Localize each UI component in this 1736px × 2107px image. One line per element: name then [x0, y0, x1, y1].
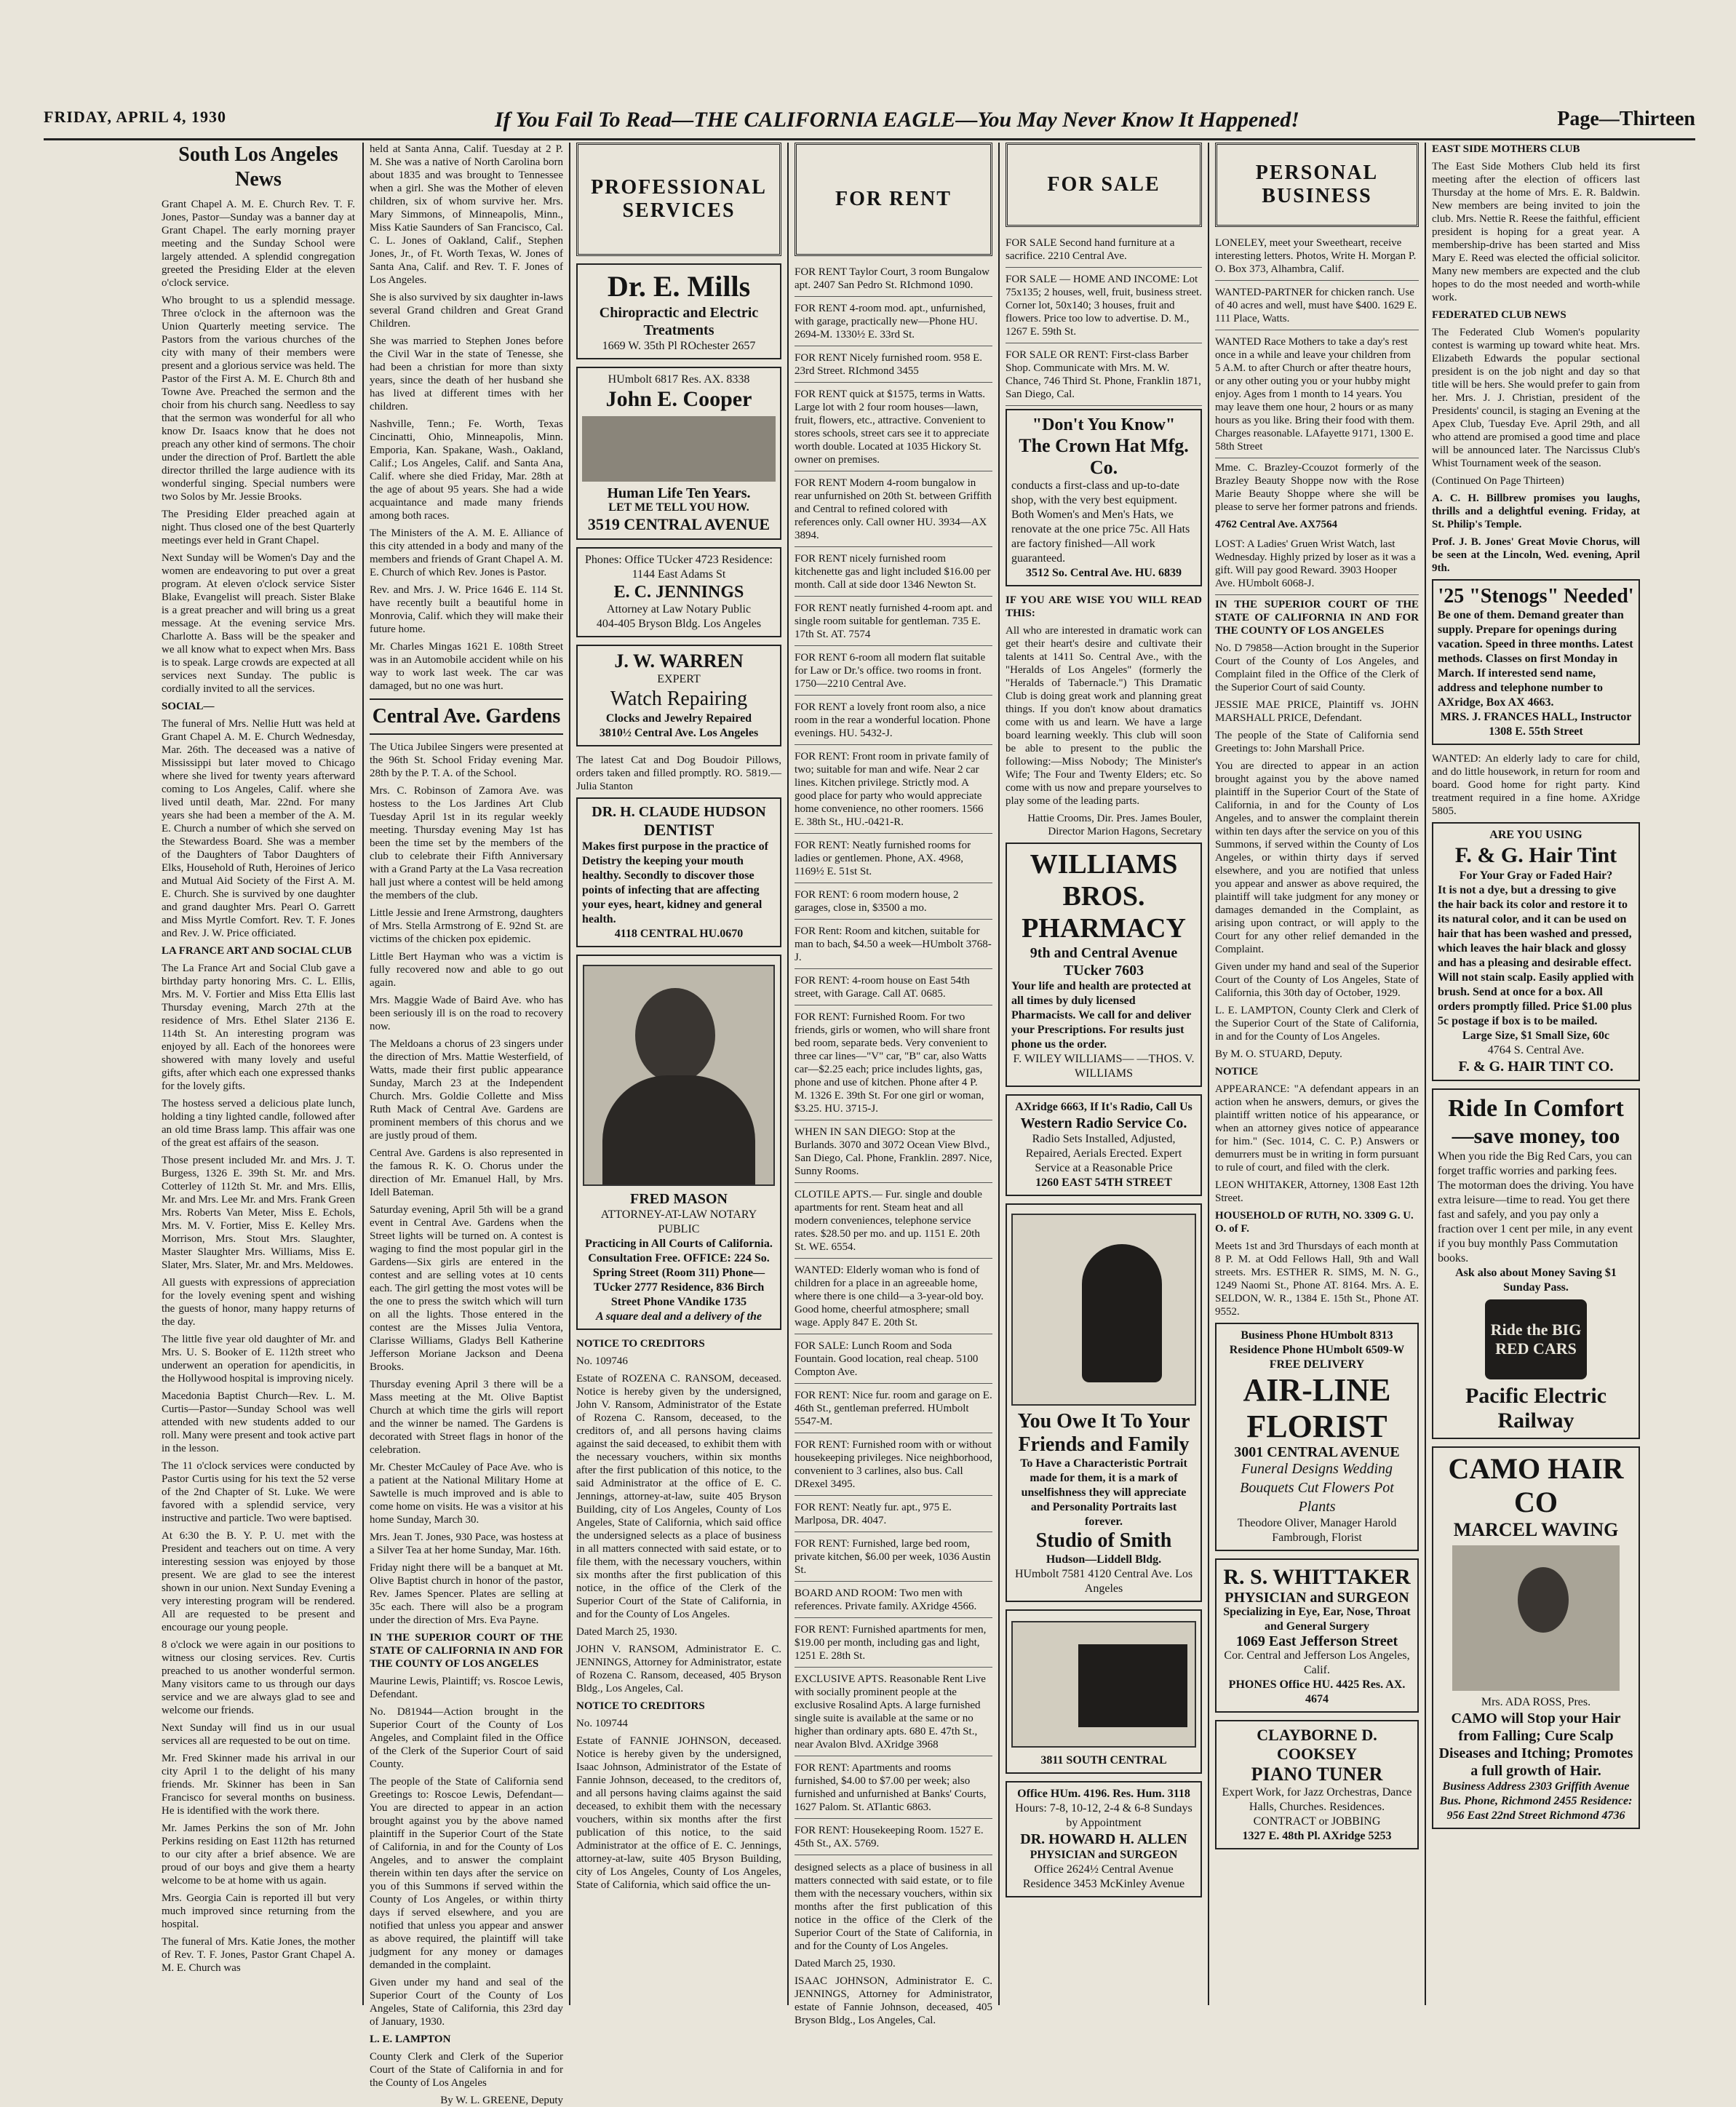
ad-subtitle: EXPERT [657, 673, 701, 685]
legal-paragraph: The people of the State of California send Greetings to: Roscoe Lewis, Defendant—You are directed to appear in an action brought against you by the above named plaintiff in the Superior Court of the State of California, in and for the County of Los Angeles, and to answer the complaint therein within ten days after the service on you of this Summons if served within the County of Los Angeles, or within thirty days if served elsewhere, and you are notified that unless you appear and answer as above required, the plaintiff will take judgment for any money or damages demanded in the complaint. [370, 1776, 563, 1971]
article-paragraph: The funeral of Mrs. Katie Jones, the mother of Rev. T. F. Jones, Pastor Grant Chapel A. M. E. Church was [162, 1936, 355, 1974]
ad-text: Be one of them. Demand greater than supply. Prepare for openings during vacation. Speed in three months. Latest methods. Classes on first Monday in March. If interested send name, address and telephone number to AXridge, Box AX 4663. [1438, 609, 1633, 709]
legal-paragraph: APPEARANCE: "A defendant appears in an action when he answers, demurs, or gives the plaintiff written notice of his appearance, or when an attorney gives notice of appearance for him." (Sec. 1014, C. C. P.) Answers or demurrers must be in writing in form pursuant to rule of court, and filed with the clerk. [1215, 1083, 1419, 1174]
classified-ad: FOR RENT: Furnished apartments for men, $19.00 per month, including gas and light, 1251 E. 28th St. [795, 1621, 992, 1668]
article-paragraph: The Meldoans a chorus of 23 singers under the direction of Mrs. Mattie Westerfield, of Watts, made their first public appearance Sunday, March 23 at the Independent Church. Mrs. Goldie Collette and Miss Ruth Mack of Central Ave. Gardens are prominent members of this chorus and we are justly proud of them. [370, 1038, 563, 1142]
section-header: FOR SALE [1006, 143, 1202, 227]
ad-headline: Watch Repairing [610, 688, 748, 710]
ad-text: Specializing in Eye, Ear, Nose, Throat and General Surgery [1223, 1606, 1411, 1633]
legal-signature: By W. L. GREENE, Deputy [440, 2095, 563, 2106]
ad-subtitle: ATTORNEY-AT-LAW NOTARY PUBLIC [600, 1208, 757, 1235]
column-rule [1425, 143, 1426, 2005]
legal-paragraph: ISAAC JOHNSON, Administrator E. C. JENNINGS, Attorney for Administrator, estate of Fannie Johnson, deceased, 405 Bryson Bldg., Los Angeles, Cal. [795, 1975, 992, 2026]
column-rule [362, 143, 364, 2005]
classified-ad: WHEN IN SAN DIEGO: Stop at the Burlands. 3070 and 3072 Ocean View Blvd., San Diego, Cal. Phone, Franklin. 2897. Nice, Sunny Rooms. [795, 1123, 992, 1183]
classified-ad-address: 4762 Central Ave. AX7564 [1215, 519, 1338, 530]
legal-paragraph: No. D81944—Action brought in the Superior Court of the County of Los Angeles, and Complaint filed in the Office of the Clerk of the Superior Court of said County. [370, 1706, 563, 1770]
ad-address: 4118 CENTRAL HU.0670 [614, 928, 744, 940]
ad-address: Business Address 2303 Griffith Avenue Bus. Phone, Richmond 2455 Residence: 956 East 22nd Street Richmond 4736 [1439, 1780, 1633, 1822]
ad-address: 1069 East Jefferson Street [1235, 1633, 1398, 1649]
legal-paragraph: Dated March 25, 1930. [576, 1626, 677, 1638]
ad-subtitle: PHYSICIAN and SURGEON [1030, 1849, 1178, 1861]
article-paragraph: Rev. and Mrs. J. W. Price 1646 E. 114 St. have recently built a beautiful home in Monrovia, Calif. which they will make their future home. [370, 584, 563, 635]
ad-question: For Your Gray or Faded Hair? [1459, 869, 1613, 882]
column-club-news [1432, 143, 1640, 2005]
legal-paragraph: JESSIE MAE PRICE, Plaintiff vs. JOHN MARSHALL PRICE, Defendant. [1215, 699, 1419, 724]
ad-president: Mrs. ADA ROSS, Pres. [1481, 1696, 1591, 1708]
classified-ad: FOR RENT Modern 4-room bungalow in rear unfurnished on 20th St. between Griffith and Central to refined colored with references only. Call owner HU. 3934—AX 3894. [795, 474, 992, 547]
portrait-photo [1452, 1545, 1620, 1691]
ad-camo-hair [1432, 1446, 1640, 1829]
ad-address: 3512 So. Central Ave. HU. 6839 [1026, 567, 1182, 579]
classified-ad: FOR SALE OR RENT: First-class Barber Shop. Communicate with Mrs. M. W. Chance, 746 Third St. Phone, Franklin 1871, San Diego, Cal. [1006, 346, 1202, 406]
ad-dr-allen [1006, 1781, 1202, 1897]
classified-ad: FOR RENT: Furnished, large bed room, private kitchen, $6.00 per week, 1036 Austin St. [795, 1535, 992, 1582]
lodge-heading: HOUSEHOLD OF RUTH, NO. 3309 G. U. O. of F. [1215, 1210, 1414, 1235]
ad-subtitle: PHYSICIAN and SURGEON [1225, 1590, 1409, 1606]
article-paragraph: The funeral of Mrs. Nellie Hutt was held at Grant Chapel A. M. E. Church Wednesday, Mar. 26th. The deceased was a native of Mississippi but later moved to Chicago where she lived for twenty years afterward coming to Los Angeles, Calif. where she lived until death, Mar. 22nd. For many years she had been a member of the A. M. E. Church a number of which she served on the Stewardess Board. She was a member of the Daughters of Tabor Daughters of Elks, Household of Ruth, Heroines of Jerico and Mutual Aid Society of the First A. M. E. Church. She is survived by one daughter and grand daughter Mrs. Pearl O. Garrett and Miss Myrtle Comfort. Rev. T. F. Jones and Rev. J. W. Price officiated. [162, 718, 355, 939]
ad-staff: Theodore Oliver, Manager Harold Fambrough, Florist [1237, 1517, 1397, 1544]
ad-subtitle: Chiropractic and Electric Treatments [599, 305, 759, 338]
article-paragraph: Mr. James Perkins the son of Mr. John Perkins residing on East 112th has returned to our city after a brief absence. We are proud of our boys and give them a hearty welcome to be at home with us again. [162, 1823, 355, 1887]
ad-line: FREE DELIVERY [1269, 1358, 1365, 1371]
ad-title: Western Radio Service Co. [1020, 1115, 1187, 1131]
article-paragraph: Nashville, Tenn.; Fe. Worth, Texas Cincinatti, Ohio, Minneapolis, Minn. Emporia, Kan. Spakane, Wash., Oakland, Calif.; Los Angeles, Calif. and Santa Ana, Calif. where she died Friday, Mar. 28th at the age of about 95 years. She had a wide acquaintance and made many friends among both races. [370, 418, 563, 522]
article-paragraph: Grant Chapel A. M. E. Church Rev. T. F. Jones, Pastor—Sunday was a banner day at Grant Chapel. The early morning prayer meeting and the Sunday School were largely attended. A splendid congregation greeted the Presiding Elder at the eleven o'clock service. [162, 199, 355, 289]
article-signature: Hattie Crooms, Dir. Pres. James Bouler, Director Marion Hagons, Secretary [1027, 813, 1202, 837]
article-paragraph: The hostess served a delicious plate lunch, holding a tiny lighted candle, followed after an old time Brass lamp. This affair was one of the great est affairs of the season. [162, 1098, 355, 1149]
article-paragraph: Prof. J. B. Jones' Great Movie Chorus, will be seen at the Lincoln, Wed. evening, April 9th. [1432, 536, 1640, 574]
classified-ad: FOR RENT quick at $1575, terms in Watts. Large lot with 2 four room houses—lawn, fruit, flowers, etc., attractive. Convenient to stores schools, street cars see it to appreciate worth double. Located at 1035 Hickory St. owner on premises. [795, 386, 992, 471]
red-car-logo [1485, 1299, 1587, 1379]
article-paragraph: The East Side Mothers Club held its first meeting after the election of officers last Thursday at the home of Mrs. E. R. Baldwin. New members are being invited to join the club. Mrs. Nettie R. Reese the faithful, efficient president is hoping for a great year. A membership-drive has been started and Miss Mary E. Reed was elected the official solicitor. Many new members are expected and the club hopes to do the most needed and worth-while work. [1432, 161, 1640, 303]
legal-paragraph: The people of the State of California send Greetings to: John Marshall Price. [1215, 730, 1419, 754]
column-rule [787, 143, 789, 2005]
ad-pacific-electric [1432, 1088, 1640, 1439]
article-paragraph: Mr. Charles Mingas 1621 E. 108th Street was in an Automobile accident while on his way to work last week. The car was damaged, but no one was hurt. [370, 641, 563, 692]
classified-ad: FOR RENT: Nice fur. room and garage on E. 46th St., gentleman preferred. HUmbolt 5547-M. [795, 1387, 992, 1433]
classified-ad: The latest Cat and Dog Boudoir Pillows, orders taken and filled promptly. RO. 5819.—Julia Stanton [576, 754, 781, 792]
ad-signature: MRS. J. FRANCES HALL, Instructor 1308 E. 55th Street [1440, 711, 1632, 738]
article-heading: IF YOU ARE WISE YOU WILL READ THIS: [1006, 594, 1202, 619]
article-paragraph: The little five year old daughter of Mr. and Mrs. U. S. Booker of E. 112th street who underwent an operation for apendicitis, in the Hollywood hospital is improving nicely. [162, 1334, 355, 1385]
article-paragraph: Mrs. C. Robinson of Zamora Ave. was hostess to the Los Jardines Art Club Tuesday April 1st in its regular weekly meeting. Thursday evening May 1st has been the time set by the members of the club to celebrate their Fifth Anniversary with a Grand Party at the La Vasa recreation hall just where a contest will be held among the members of the club. [370, 785, 563, 901]
article-paragraph: Next Sunday will be Women's Day and the women are endeavoring to put over a great program. At eleven o'clock service Sister Blake, Evangelist will preach. Sister Blake is a great preacher and will bring us a great message. At the evening service Mrs. Charlotte A. Bass will be the speaker and we all know what to expect when Mrs. Bass is to speak. Large crowds are expected at all services next Sunday. The public is cordially invited to all the services. [162, 552, 355, 695]
ad-title: F. & G. Hair Tint [1454, 843, 1617, 867]
ad-line: Clocks and Jewelry Repaired [605, 712, 752, 725]
ad-phone: TUcker 7603 [1063, 963, 1144, 979]
ad-stenogs-needed [1432, 579, 1640, 745]
ad-text: CAMO will Stop your Hair from Falling; Cure Scalp Diseases and Itching; Promotes a full growth of Hair. [1438, 1710, 1633, 1779]
ad-phone: Office HUm. 4196. Res. Hum. 3118 [1017, 1788, 1190, 1800]
classified-ad: WANTED: Elderly woman who is fond of children for a place in an agreeable home, where there is one child—a 3-year-old boy. Good home, cheerful atmosphere; small wage. Apply 847 E. 20th St. [795, 1262, 992, 1334]
article-paragraph: Mrs. Georgia Cain is reported ill but very much improved since returning from the hospital. [162, 1892, 355, 1930]
lodge-paragraph: Meets 1st and 3rd Thursdays of each month at 8 P. M. at Odd Fellows Hall, 9th and Wall streets. Mrs. ESTHER R. SIMS, M. N. G., 1249 Naomi St., Phone AT. 8164. Mrs. A. E. SELDON, W. R., 1384 E. 15th St., Phone AT. 9552. [1215, 1240, 1419, 1318]
ad-studio-of-smith [1006, 1203, 1202, 1602]
legal-paragraph: County Clerk and Clerk of the Superior Court of the State of California in and for the County of Los Angeles [370, 2051, 563, 2089]
ad-line: Ask also about Money Saving $1 Sunday Pass. [1455, 1267, 1617, 1294]
classified-ad: FOR RENT: Furnished Room. For two friends, girls or women, who will share front bed room, separate beds. Very convenient to three car lines—"V" car, "B" car, also Watts car—$2.25 each; price includes lights, gas, phone and use of kitchen. Phone after 4 P. M. 1326 E. 39th St. For one girl or woman, $3.25. HU. 3715-J. [795, 1008, 992, 1120]
ad-signature: F. WILEY WILLIAMS— —THOS. V. WILLIAMS [1013, 1053, 1195, 1080]
ad-text: Practicing in All Courts of California. Consultation Free. OFFICE: 224 So. Spring Street (Room 311) Phone—TUcker 2777 Residence, 836 Birch Street Phone VAndike 1735 [585, 1238, 773, 1308]
article-paragraph: The Utica Jubilee Singers were presented at the 96th St. School Friday evening Mar. 28th by the P. T. A. of the School. [370, 741, 563, 779]
ad-fred-mason [576, 955, 781, 1330]
column-personal-business [1215, 143, 1419, 2005]
ad-williams-pharmacy [1006, 843, 1202, 1087]
ad-address: 1669 W. 35th Pl ROchester 2657 [602, 340, 756, 352]
article-paragraph: Central Ave. Gardens is also represented in the famous R. K. O. Chorus under the direction of Mr. Emanuel Hall, by Mrs. Idell Bateman. [370, 1147, 563, 1198]
ad-title: DR. HOWARD H. ALLEN [1020, 1831, 1187, 1847]
article-paragraph: All guests with expressions of appreciation for the lovely evening spent and wishing the guests of honor, many happy returns of the day. [162, 1277, 355, 1328]
ad-line: LET ME TELL YOU HOW. [608, 501, 749, 514]
article-paragraph: Little Bert Hayman who was a victim is fully recovered now and able to go out again. [370, 951, 563, 989]
ad-text: When you ride the Big Red Cars, you can forget traffic worries and parking fees. The motorman does the driving. You have extra leisure—time to read. You get there fast and safely, and you pay only a fraction over 1 cent per mile, in any event if you buy monthly Pass Commutation books. [1438, 1150, 1634, 1264]
ad-ec-jennings [576, 547, 781, 637]
ad-sizes: Large Size, $1 Small Size, 60c [1462, 1029, 1610, 1042]
article-paragraph: The Ministers of the A. M. E. Alliance of this city attended in a body and many of the members and friends of Grant Chapel A. M. E. Church of which Rev. Jones is Pastor. [370, 527, 563, 578]
subhead: SOCIAL— [162, 701, 215, 712]
ad-tagline: Human Life Ten Years. [607, 485, 751, 501]
ad-title: DR. H. CLAUDE HUDSON [592, 804, 766, 820]
classified-ad: BOARD AND ROOM: Two men with references. Private family. AXridge 4566. [795, 1585, 992, 1618]
ad-photo [582, 416, 776, 482]
ad-subtitle: Attorney at Law Notary Public [606, 603, 752, 616]
ad-text: Radio Sets Installed, Adjusted, Repaired, Aerials Erected. Expert Service at a Reasonable Price [1025, 1133, 1182, 1174]
ad-jw-warren [576, 645, 781, 746]
ad-address: 3811 SOUTH CENTRAL [1040, 1754, 1167, 1767]
ad-address: HUmbolt 7581 4120 Central Ave. Los Angeles [1014, 1568, 1193, 1595]
ad-items: Funeral Designs Wedding Bouquets Cut Flowers Pot Plants [1240, 1461, 1394, 1515]
article-paragraph: Next Sunday will find us in our usual services all are requested to be out on time. [162, 1722, 355, 1747]
issue-date: FRIDAY, APRIL 4, 1930 [44, 108, 227, 126]
classified-ad: FOR RENT: Front room in private family of two; suitable for man and wife. Near 2 car lines. Kitchen privilege. Strictly mod. A good place for party who would appreciate home convenience, no other roomers. 1566 E. 38th St., HU.-0421-R. [795, 748, 992, 834]
ad-address: 1327 E. 48th Pl. AXridge 5253 [1242, 1830, 1392, 1842]
ad-phone: Business Phone HUmbolt 8313 Residence Phone HUmbolt 6509-W [1229, 1329, 1405, 1356]
section-header: PERSONAL BUSINESS [1215, 143, 1419, 227]
ad-phone: AXridge 6663, If It's Radio, Call Us [1015, 1101, 1192, 1113]
ad-address: 3001 CENTRAL AVENUE [1234, 1444, 1400, 1460]
article-heading: EAST SIDE MOTHERS CLUB [1432, 143, 1580, 155]
ad-title: R. S. WHITTAKER [1223, 1565, 1411, 1589]
article-paragraph: Who brought to us a splendid message. Three o'clock in the afternoon was the Union Quarterly meeting service. The Pastors from the various churches of the city with many of their members were present and a glorious service was held. The Pastor of the First A. M. E. Church 8th and Towne Ave. Preached the sermon and the choir from his church sang. Needless to say that the sermon was wonderful for all who know Dr. Isaacs know that he does not preach any other kind of sermons. The choir under the direction of Prof. Bartlett the able director thrilled the large audience with its wonderful singing. Special numbers were two Solos by Mr. Jessie Brooks. [162, 295, 355, 503]
article-paragraph: The La France Art and Social Club gave a birthday party honoring Mrs. C. L. Ellis, Mrs. M. V. Fortier and Miss Etta Ellis last Thursday evening, March 27th at the residence of Mrs. Ethel Slater 2136 E. 114th St. An interesting program was enjoyed by all. Each of the honorees were showered with many lovely and useful gifts, after which each one expressed thanks for the lovely gifts. [162, 963, 355, 1092]
legal-number: No. 109744 [576, 1718, 628, 1729]
ad-title: Ride In Comfort [1448, 1095, 1624, 1122]
ad-tagline: A square deal and a delivery of the [596, 1310, 762, 1323]
ad-title: J. W. WARREN [614, 650, 744, 672]
column-rule [1208, 143, 1209, 2005]
legal-paragraph: Estate of FANNIE JOHNSON, deceased. Notice is hereby given by the undersigned, Isaac Johnson, Administrator of the Estate of Fannie Johnson, deceased, to the creditors of, and all persons having claims against the said deceased, to exhibit them with the necessary vouchers, within six months after the first publication of this notice, to the said Administrator at the office of E. C. Jennings, attorney-at-law, suite 405 Bryson Building, city of Los Angeles, County of Los Angeles, State of California, which said office the un- [576, 1735, 781, 1891]
legal-heading: IN THE SUPERIOR COURT OF THE STATE OF CALIFORNIA IN AND FOR THE COUNTY OF LOS ANGELES [370, 1632, 563, 1670]
ad-airline-florist [1215, 1323, 1419, 1551]
ad-headline: You Owe It To Your Friends and Family [1017, 1410, 1190, 1456]
ad-title: The Crown Hat Mfg. Co. [1019, 435, 1189, 478]
ad-phone: PHONES Office HU. 4425 Res. AX. 4674 [1228, 1678, 1406, 1705]
portrait-illustration [1011, 1214, 1196, 1406]
ad-address: Office 2624½ Central Avenue Residence 3453 McKinley Avenue [1022, 1863, 1185, 1890]
ad-john-cooper [576, 367, 781, 540]
column-professional-services [576, 143, 781, 2005]
article-paragraph: Those present included Mr. and Mrs. J. T. Burgess, 1326 E. 39th St. Mr. and Mrs. Cotterley of 112th St. Mr. and Mrs. Ellis, Mr. and Mrs. Lee Mr. and Mrs. Frank Green Mrs. Roberts Van Meter, Miss E. Echols, Mrs. M. V. Fortier, Miss E. Kelley Mrs. Morrison, Mrs. Stout Mrs. Slaughter, Master Slaughter Mrs. Williams, Miss E. Slater, Mrs. Slater, Mr. and Mrs. Meldowes. [162, 1155, 355, 1271]
legal-heading: NOTICE [1215, 1066, 1259, 1078]
article-paragraph: Macedonia Baptist Church—Rev. L. M. Curtis—Pastor—Sunday School was well attended with new students added to our roll. Many were present and took active part in the lesson. [162, 1390, 355, 1454]
ad-title: '25 "Stenogs" Needed' [1438, 585, 1634, 608]
section-header: PROFESSIONAL SERVICES [576, 143, 781, 256]
ad-subtitle: —save money, too [1452, 1124, 1620, 1148]
classified-ad: FOR RENT: Apartments and rooms furnished, $4.00 to $7.00 per week; also furnished and unfurnished at Banks' Courts, 1627 Palom. St. ATlantic 6863. [795, 1759, 992, 1819]
article-paragraph: Little Jessie and Irene Armstrong, daughters of Mrs. Stella Armstrong of E. 92nd St. are victims of the chicken pox epidemic. [370, 907, 563, 945]
ad-subtitle: DENTIST [643, 821, 714, 839]
classified-ad: WANTED: An elderly lady to care for child, and do little housework, in return for room and board. Good home for right party. Kind treatment required in a fine home. AXridge 5805. [1432, 753, 1640, 817]
classified-ad: FOR RENT Nicely furnished room. 958 E. 23rd Street. RIchmond 3455 [795, 349, 992, 383]
legal-paragraph: JOHN V. RANSOM, Administrator E. C. JENNINGS, Attorney for Administrator, estate of Rozena C. Ransom, deceased, 405 Bryson Bldg., Los Angeles, Cal. [576, 1644, 781, 1694]
ad-address: 3519 CENTRAL AVENUE [587, 515, 771, 533]
classified-ad: FOR RENT 6-room all modern flat suitable for Law or Dr.'s office. two rooms in front. 1750—2210 Central Ave. [795, 649, 992, 696]
ad-title: AIR-LINE FLORIST [1243, 1372, 1391, 1444]
article-paragraph: Mrs. Maggie Wade of Baird Ave. who has been seriously ill is on the road to recovery now. [370, 995, 563, 1032]
legal-paragraph: Dated March 25, 1930. [795, 1958, 896, 1969]
article-paragraph: Thursday evening April 3 there will be a Mass meeting at the Mt. Olive Baptist Church at which time the girls will report and the winner be named. The Gardens is decorated with Street flags in honor of the celebration. [370, 1379, 563, 1456]
classified-ad: CLOTILE APTS.— Fur. single and double apartments for rent. Steam heat and all modern conveniences, telephone service rates. $28.50 per mo. and up. 1151 E. 20th St. WE. 6554. [795, 1186, 992, 1259]
legal-paragraph: By M. O. STUARD, Deputy. [1215, 1048, 1342, 1060]
classified-ad: FOR Rent: Room and kitchen, suitable for man to bach, $4.50 a week—HUmbolt 3768-J. [795, 923, 992, 969]
ad-title: John E. Cooper [605, 387, 752, 411]
classified-ad: FOR SALE Second hand furniture at a sacrifice. 2210 Central Ave. [1006, 234, 1202, 268]
classified-ad: WANTED-PARTNER for chicken ranch. Use of 40 acres and well, must have $400. 1629 E. 111 Place, Watts. [1215, 284, 1419, 330]
article-paragraph: At 6:30 the B. Y. P. U. met with the President and teachers out on time. A very interesting session was enjoyed by those present. We are glad to see the interest shown in our union. Next Sunday Evening a very interesting program will be rendered. All are requested to be present and encourage our young people. [162, 1530, 355, 1633]
ad-text: To Have a Characteristic Portrait made for them, it is a mark of unselfishness they will appreciate and Personality Portraits last forever. [1020, 1457, 1187, 1528]
ad-cooksey-piano [1215, 1720, 1419, 1849]
section-header: FOR RENT [795, 143, 992, 256]
classified-ad: WANTED Race Mothers to take a day's rest once in a while and leave your children from 5 A.M. to after Church or after theatre hours, or any other outing you or your hubby might enjoy. Ages from 1 month to 14 years. You may leave them one hour, 2 hours or as many hours as you like. Bring their food with them. Charges reasonable. LAfayette 9171, 1300 E. 58th Street [1215, 333, 1419, 458]
legal-paragraph: L. E. LAMPTON, County Clerk and Clerk of the Superior Court of the State of California, in and for the County of Los Angeles. [1215, 1005, 1419, 1043]
legal-paragraph: No. D 79858—Action brought in the Superior Court of the County of Los Angeles, and Complaint filed in the Office of the Clerk of the Superior Court of said County. [1215, 642, 1419, 693]
classified-ad: EXCLUSIVE APTS. Reasonable Rent Live with socially prominent people at the exclusive Rosalind Apts. A large furnished single suite is available at the same or no higher than ordinary apts. 680 E. 47th St., near Avalon Blvd. AXridge 3968 [795, 1670, 992, 1756]
ad-address: 1260 EAST 54TH STREET [1035, 1176, 1172, 1189]
article-paragraph: 8 o'clock we were again in our positions to witness our closing services. Rev. Curtis preached to us another wonderful sermon. Many visitors came to us through our days service and we are always glad to see and welcome our friends. [162, 1639, 355, 1716]
ad-company: Pacific Electric Railway [1465, 1384, 1607, 1433]
classified-ad: FOR RENT: Furnished room with or without housekeeping privileges. Nice neighborhood, convenient to 3 carlines, also bus. Call DRexel 3495. [795, 1436, 992, 1496]
section-title: Central Ave. Gardens [370, 698, 563, 735]
portrait-photo [583, 965, 775, 1186]
ad-text: Makes first purpose in the practice of Detistry the keeping your mouth healthy. Secondly to discover those points of infecting that are affecting your eyes, heart, kidney and general health. [582, 840, 768, 925]
ad-phone: HUmbolt 6817 Res. AX. 8338 [608, 373, 750, 386]
ad-dr-mills [576, 263, 781, 359]
ad-text: Expert Work, for Jazz Orchestras, Dance Halls, Churches. Residences. CONTRACT or JOBBING [1222, 1786, 1412, 1828]
classified-ad: FOR RENT neatly furnished 4-room apt. and single room suitable for gentleman. 735 E. 17th St. AT. 7574 [795, 600, 992, 646]
ad-address: 404-405 Bryson Bldg. Los Angeles [596, 618, 762, 630]
masthead-rule [44, 138, 1695, 140]
classified-ad: FOR RENT: Neatly furnished rooms for ladies or gentlemen. Phone, AX. 4968, 1169½ E. 51st St. [795, 837, 992, 883]
page-number: Page—Thirteen [1557, 108, 1695, 130]
article-paragraph: Mrs. Jean T. Jones, 930 Pace, was hostess at a Silver Tea at her home Sunday, Mar. 16th. [370, 1532, 563, 1556]
legal-paragraph: designed selects as a place of business in all matters connected with said estate, or to file them with the necessary vouchers, within six months after the first publication of this notice in the office of the Clerk of the Superior Court of the State of California, in and for the County of Los Angeles. [795, 1862, 992, 1952]
ad-text: Your life and health are protected at all times by duly licensed Pharmacists. We call for and deliver your Prescriptions. For results just phone us the order. [1011, 980, 1192, 1051]
classified-ad: FOR RENT: 4-room house on East 54th street, with Garage. Call AT. 0685. [795, 972, 992, 1005]
ad-title: Dr. E. Mills [607, 270, 751, 303]
classified-ad: Mme. C. Brazley-Ccouzot formerly of the Brazley Beauty Shoppe now with the Rose Marie Beauty Shoppe where she will be please to serve her former patrons and friends. [1215, 462, 1419, 513]
ad-title: CAMO HAIR CO [1448, 1452, 1624, 1518]
ad-building: Hudson—Liddell Bldg. [1046, 1553, 1162, 1566]
article-heading: FEDERATED CLUB NEWS [1432, 309, 1566, 321]
classified-ad: FOR RENT nicely furnished room kitchenette gas and light included $16.00 per month. Call at side door 1346 Newton St. [795, 550, 992, 597]
article-paragraph: The 11 o'clock services were conducted by Pastor Curtis using for his text the 52 verse of the 2nd Chapter of St. Luke. We were favored with a splendid service, very instructive and particle. Two were baptised. [162, 1460, 355, 1524]
classified-ad: FOR SALE — HOME AND INCOME: Lot 75x135; 2 houses, well, fruit, business street. Corner lot, 50x140; 3 houses, fruit and flowers. Price too low to advertise. D. M., 1267 E. 59th St. [1006, 271, 1202, 343]
ad-address: 3810½ Central Ave. Los Angeles [599, 727, 759, 739]
article-paragraph: A. C. H. Billbrew promises you laughs, thrills and a delightful evening. Friday, at St. Philip's Temple. [1432, 493, 1640, 530]
newspaper-banner: If You Fail To Read—THE CALIFORNIA EAGLE—You May Never Know It Happened! [495, 108, 1299, 132]
subhead: LA FRANCE ART AND SOCIAL CLUB [162, 945, 352, 957]
column-central-ave-gardens [370, 143, 563, 2106]
legal-paragraph: Given under my hand and seal of the Superior Court of the County of Los Angeles, State of California, this 23rd day of January, 1930. [370, 1977, 563, 2028]
column-rule [998, 143, 1000, 2005]
legal-signature: L. E. LAMPTON [370, 2034, 451, 2045]
legal-paragraph: Maurine Lewis, Plaintiff; vs. Roscoe Lewis, Defendant. [370, 1676, 563, 1700]
classified-ad: FOR RENT a lovely front room also, a nice room in the rear a wonderful location. Phone evenings. HU. 5432-J. [795, 698, 992, 745]
legal-heading: NOTICE TO CREDITORS [576, 1700, 705, 1712]
column-for-sale [1006, 143, 1202, 2005]
classified-ad: FOR RENT: Neatly fur. apt., 975 E. Marlposa, DR. 4047. [795, 1499, 992, 1532]
article-paragraph: She is also survived by six daughter in-laws several Grand children and Great Grand Children. [370, 292, 563, 330]
legal-number: No. 109746 [576, 1355, 628, 1367]
ad-quote: "Don't You Know" [1032, 415, 1176, 434]
ad-subtitle: MARCEL WAVING [1453, 1519, 1619, 1540]
article-paragraph: Saturday evening, April 5th will be a grand event in Central Ave. Gardens when the Street lights will be turned on. A contest is waging to find the most popular girl in the Gardens—Six girls are entered in the contest and are selling votes at 10 cents each. The girl getting the most votes will be the one to press the switch which will turn on all the lights. Those entered in the contest are the Misses Julia Ventora, Clarisse Williams, Gladys Bell Katherine Jefferson Moriane Jackson and Deena Brooks. [370, 1204, 563, 1373]
ad-lead: ARE YOU USING [1489, 829, 1582, 841]
ad-title: FRED MASON [630, 1191, 728, 1207]
column-for-rent [795, 143, 993, 2026]
classified-ad: FOR RENT Taylor Court, 3 room Bungalow apt. 2407 San Pedro St. RIchmond 1090. [795, 263, 992, 297]
article-paragraph: Mr. Chester McCauley of Pace Ave. who is a patient at the National Military Home at Sawtelle is much improved and is able to come home on visits. He was a visitor at his home Sunday, March 30. [370, 1462, 563, 1526]
article-paragraph: The Federated Club Women's popularity contest is warming up toward white heat. Mrs. Elizabeth Edwards the popular sectional president is on the job night and day so that title will be hers. She would prefer to gain from her. Mrs. J. J. Christian, president of the Presidents' council, is staging an Evening at the Apex Club, Tuesday Eve. April 29th, and all who attend are promised a good time and place will be announced later. The Narcissus Club's Whist Tournament week of the season. [1432, 327, 1640, 469]
ad-title: Studio of Smith [1035, 1529, 1172, 1552]
article-paragraph: Friday night there will be a banquet at Mt. Olive Baptist church in honor of the pastor, Rev. James Spencer. Plates are selling at 35c each. There will also be a program under the direction of Mrs. Eva Payne. [370, 1562, 563, 1626]
ad-title: E. C. JENNINGS [613, 583, 744, 602]
delivery-truck-illustration [1011, 1621, 1196, 1748]
ad-fg-hair-tint [1432, 822, 1640, 1081]
legal-paragraph: You are directed to appear in an action brought against you by the above named plaintiff in the Superior Court of the State of California, in and for the County of Los Angeles, and to answer the complaint therein within ten days after the service on you of this Summons, if served within the County of Los Angeles, or within thirty days if served elsewhere, and you are notified that unless you appear and answer as above required, the plaintiff will take judgment for any money or damages demanded in the Complaint, as arising upon contract, or will apply to the Court for any other relief demanded in the Complaint. [1215, 760, 1419, 955]
classified-ad: FOR RENT: Housekeeping Room. 1527 E. 45th St., AX. 5769. [795, 1822, 992, 1855]
classified-ad: LOST: A Ladies' Gruen Wrist Watch, last Wednesday. Highly prized by loser as it was a gift. Will pay good Reward. 3903 Hooper Ave. HUmbolt 6068-J. [1215, 535, 1419, 595]
ad-corner: Cor. Central and Jefferson Los Angeles, Calif. [1224, 1649, 1410, 1676]
section-title: South Los Angeles News [178, 143, 338, 191]
legal-signature: LEON WHITAKER, Attorney, 1308 East 12th Street. [1215, 1179, 1419, 1204]
ad-address: 9th and Central Avenue [1030, 945, 1178, 961]
ad-western-radio [1006, 1094, 1202, 1196]
classified-ad: FOR SALE: Lunch Room and Soda Fountain. Good location, real cheap. 5100 Compton Ave. [795, 1337, 992, 1384]
legal-paragraph: Given under my hand and seal of the Superior Court of the County of Los Angeles, State of California, this 30th day of October, 1929. [1215, 961, 1419, 999]
masthead [44, 100, 1695, 137]
ad-title: WILLIAMS BROS. PHARMACY [1022, 849, 1186, 944]
ad-dr-hudson [576, 797, 781, 947]
ad-wl-lee [1006, 1609, 1202, 1774]
legal-heading: IN THE SUPERIOR COURT OF THE STATE OF CALIFORNIA IN AND FOR THE COUNTY OF LOS ANGELES [1215, 599, 1419, 637]
article-paragraph: All who are interested in dramatic work can get their heart's desire and cultivate their talents at 1411 So. Central Ave., with the "Heralds of Los Angeles" (formerly the "Heralds of Tabernacle.") This Dramatic Club is doing great work and planning great things. If you don't know about dramatics come with us and learn. We have a large board learning weekly. This club will soon be able to present to the public the following:—Miss Nobody; The Minister's Wife; The Four and Twenty Elders; etc. So come with us now and prepare yourselves to play some of the leading parts. [1006, 625, 1202, 807]
ad-title: CLAYBORNE D. COOKSEY [1257, 1726, 1377, 1763]
classified-ad: FOR RENT 4-room mod. apt., unfurnished, with garage, practically new—Phone HU. 2694-M. 1330½ E. 33rd St. [795, 300, 992, 346]
ad-crown-hat [1006, 409, 1202, 586]
column-south-la-news [162, 143, 355, 2005]
ad-phone: Phones: Office TUcker 4723 Residence: 1144 East Adams St [584, 554, 773, 581]
article-paragraph: She was married to Stephen Jones before the Civil War in the state of Tenesse, she had been a christian for more than sixty years, since the death of her husband she has lived at different times with her children. [370, 335, 563, 413]
article-paragraph: held at Santa Anna, Calif. Tuesday at 2 P. M. She was a native of North Carolina born about 1835 and was brought to Tennessee when a girl. She was the Mother of eleven children, six of whom survive her. Mrs. Mary Simmons, of Minneapolis, Minn., Miss Katie Saunders of San Francisco, Cal. C. L. Jones of Oakland, Calif., Stephen Jones, Jr., of Ft. Worth Texas, W. Jones of Santa Ana, Calif. and Rev. T. F. Jones of Los Angeles. [370, 143, 563, 286]
ad-text: conducts a first-class and up-to-date shop, with the very best equipment. Both Women's and Men's Hats, we renovate at the one price 75c. All Hats are factory finished—All work guaranteed. [1011, 479, 1190, 565]
column-rule [569, 143, 570, 2005]
logo-text: Ride the BIG RED CARS [1490, 1321, 1582, 1358]
article-paragraph: The Presiding Elder preached again at night. Thus closed one of the best Quarterly meetings ever held in Grant Chapel. [162, 509, 355, 546]
ad-subtitle: PIANO TUNER [1251, 1764, 1383, 1785]
legal-paragraph: Estate of ROZENA C. RANSOM, deceased. Notice is hereby given by the undersigned, John V. Ransom, Administrator of the Estate of Rozena C. Ransom, deceased, to the creditors of, and all persons having claims against the said deceased, to exhibit them with the necessary vouchers, within six months after the first publication of this notice, to the said Administrator at the office of E. C. Jennings, attorney-at-law, suite 405 Bryson Building, city of Los Angeles, County of Los Angeles, State of California, which said office the undersigned selects as a place of business in all matters connected with said estate, or to file them, with the necessary vouchers, within six months after the first publication of this notice, in the office of the Clerk of the Superior Court of the State of California, in and for the County of Los Angeles. [576, 1373, 781, 1620]
continued-line: (Continued On Page Thirteen) [1432, 475, 1564, 487]
ad-rs-whittaker [1215, 1558, 1419, 1713]
ad-hours: Hours: 7-8, 10-12, 2-4 & 6-8 Sundays by Appointment [1015, 1802, 1192, 1829]
ad-company: F. & G. HAIR TINT CO. [1458, 1059, 1614, 1075]
article-paragraph: Mr. Fred Skinner made his arrival in our city April 1 to the delight of his many friends. Mr. Skinner has been in San Francisco for several months on business. He is identified with the work there. [162, 1753, 355, 1817]
classified-ad: FOR RENT: 6 room modern house, 2 garages, close in, $3500 a mo. [795, 886, 992, 920]
classified-ad: LONELEY, meet your Sweetheart, receive interesting letters. Photos, Write H. Morgan P. O. Box 373, Alhambra, Calif. [1215, 234, 1419, 281]
ad-text: It is not a dye, but a dressing to give the hair back its color and restore it to its natural color, and it can be used on hair that has been washed and pressed, which leaves the hair black and glossy and has a pleasing and desirable effect. Will not stain scalp. Easily applied with brush. Send at once for a box. All orders promptly filled. Price $1.00 plus 5c postage if box is to be mailed. [1438, 884, 1634, 1027]
legal-heading: NOTICE TO CREDITORS [576, 1338, 705, 1350]
ad-address: 4764 S. Central Ave. [1487, 1044, 1585, 1056]
